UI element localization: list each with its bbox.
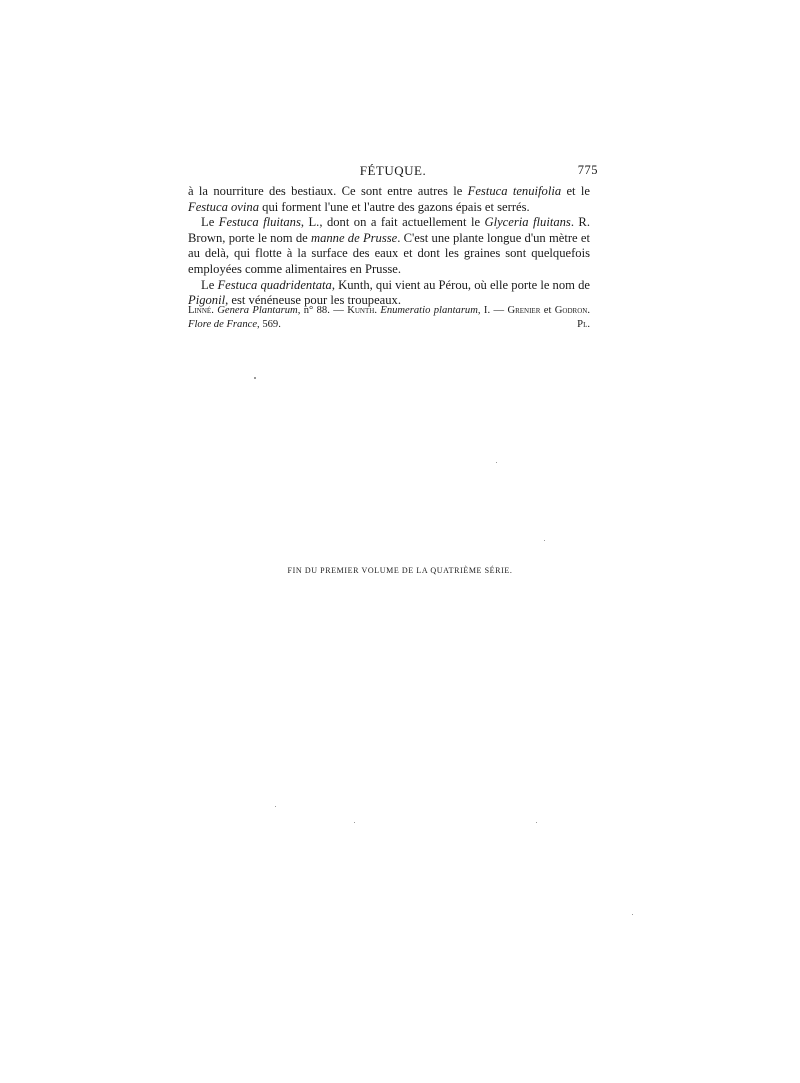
author-name: Grenier xyxy=(507,305,541,316)
author-name: Godron xyxy=(554,305,588,316)
author-signature: Pl. xyxy=(577,318,590,330)
species-name: Festuca fluitans xyxy=(218,215,301,230)
volume-end-note: FIN DU PREMIER VOLUME DE LA QUATRIÈME SÉRIE. xyxy=(287,566,513,575)
common-name: Pigonil xyxy=(188,293,226,308)
species-name: Festuca ovina xyxy=(188,199,259,214)
species-name: Festuca quadridentata xyxy=(217,277,332,292)
paragraph-3: Le Festuca quadridentata, Kunth, qui vient au Pérou, où elle porte le nom de Pigonil, est vénéneuse pour les troupeaux. xyxy=(188,277,590,308)
scan-speck xyxy=(354,822,355,823)
work-title: Flore de France xyxy=(188,318,258,330)
bibliography: Linné. Genera Plantarum, n° 88. — Kunth. Enumeratio plantarum, I. — Grenier et Godron. Flore de France, 569. Pl. xyxy=(188,305,590,330)
scan-speck xyxy=(632,914,633,915)
common-name: manne de Prusse xyxy=(310,230,398,245)
running-title: FÉTUQUE. xyxy=(359,163,427,178)
page-number: 775 xyxy=(577,163,598,177)
author-name: Kunth xyxy=(347,305,375,316)
article-body xyxy=(188,184,590,309)
scan-speck xyxy=(275,806,276,807)
paragraph-1: à la nourriture des bestiaux. Ce sont entre autres le Festuca tenuifolia et le Festuca ovina qui forment l'une et l'autre des gazons épais et serrés. xyxy=(188,184,590,214)
scan-speck xyxy=(254,377,256,379)
scan-speck xyxy=(536,822,537,823)
running-head xyxy=(188,163,598,183)
scan-speck xyxy=(496,462,497,463)
species-name: Festuca tenuifolia xyxy=(467,184,562,198)
work-title: Genera Plantarum xyxy=(217,305,298,316)
work-title: Enumeratio plantarum xyxy=(380,305,478,316)
author-name: Linné xyxy=(188,305,212,316)
scan-speck xyxy=(544,540,545,541)
species-name: Glyceria fluitans xyxy=(484,215,571,230)
paragraph-2: Le Festuca fluitans, L., dont on a fait actuellement le Glyceria fluitans. R. Brown, porte le nom de manne de Prusse. C'est une plante longue d'un mètre et au delà, qui flotte à la surface des eaux et dont les graines sont quelquefois employées comme alimentaires en Prusse. xyxy=(188,215,590,276)
